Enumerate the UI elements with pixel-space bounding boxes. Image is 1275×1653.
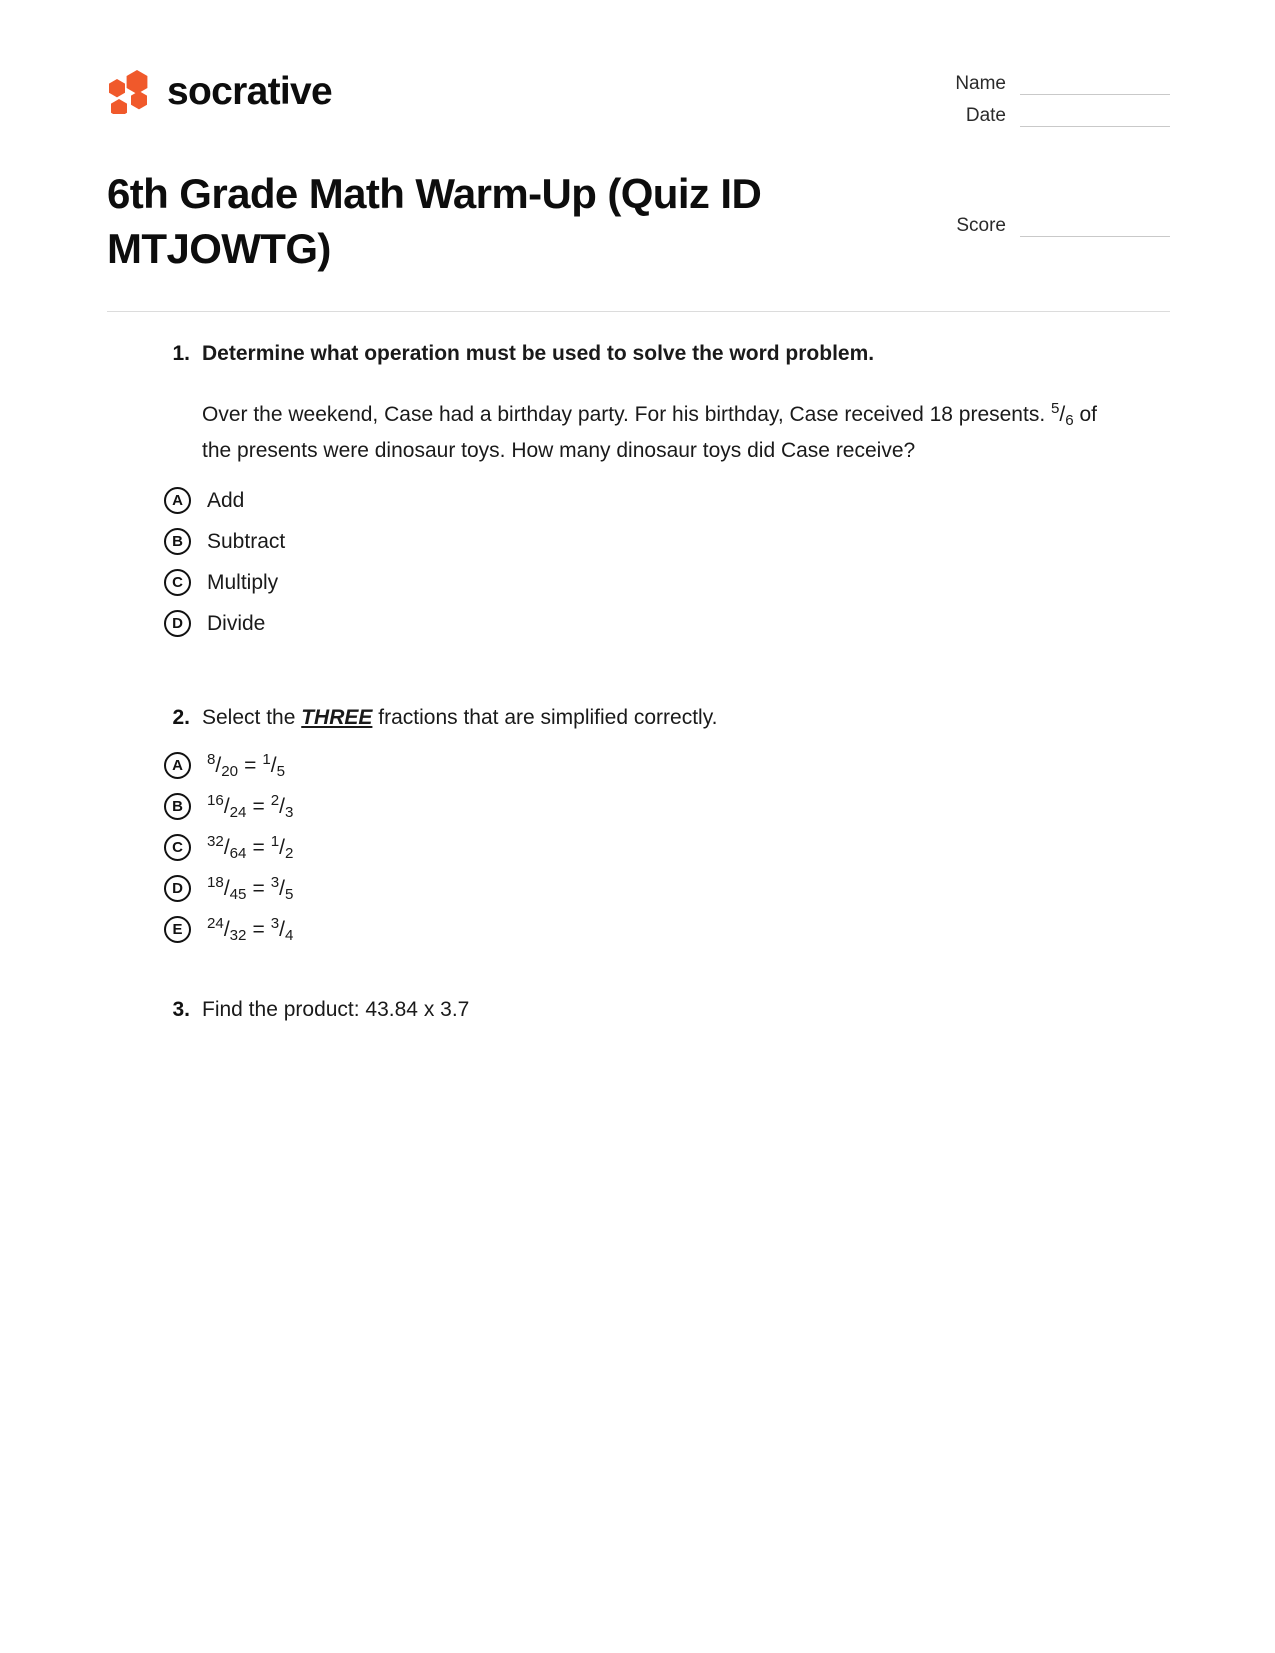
equals-sign: = — [252, 917, 265, 941]
question-1-options — [107, 480, 1170, 644]
socrative-hexagons-icon — [107, 68, 153, 114]
option-bubble[interactable]: C — [164, 569, 191, 596]
option-2b[interactable] — [107, 786, 1170, 827]
question-spacer — [107, 950, 1170, 994]
left-numerator: 32 — [207, 832, 224, 850]
fraction-slash: / — [223, 794, 230, 818]
question-3 — [107, 994, 1170, 1026]
right-numerator: 1 — [270, 832, 280, 850]
fraction-numerator: 5 — [1051, 400, 1060, 418]
option-bubble[interactable]: B — [164, 528, 191, 555]
left-denominator: 45 — [229, 885, 247, 903]
option-bubble[interactable]: B — [164, 793, 191, 820]
question-1-body-fraction — [1051, 400, 1074, 430]
option-bubble[interactable]: D — [164, 610, 191, 637]
option-label: Divide — [207, 611, 266, 635]
fraction-slash: / — [223, 917, 230, 941]
option-bubble[interactable]: A — [164, 752, 191, 779]
date-label: Date — [965, 105, 1006, 127]
score-input-line[interactable] — [1020, 216, 1170, 237]
brand-name: socrative — [167, 69, 332, 113]
left-denominator: 64 — [229, 844, 247, 862]
question-3-prompt: Find the product: 43.84 x 3.7 — [202, 998, 470, 1022]
right-numerator: 2 — [270, 791, 280, 809]
fraction-slash: / — [223, 835, 230, 859]
equals-sign: = — [252, 835, 265, 859]
option-label: Subtract — [207, 529, 286, 553]
name-input-line[interactable] — [1020, 74, 1170, 95]
question-1-prompt: Determine what operation must be used to solve the word problem. — [202, 341, 875, 365]
fraction-slash: / — [279, 876, 285, 900]
fraction-denominator: 6 — [1065, 412, 1074, 430]
question-1-body-before: Over the weekend, Case had a birthday party. For his birthday, Case received 18 presents. — [202, 403, 1051, 427]
fraction-slash: / — [270, 753, 277, 777]
fraction-slash: / — [279, 835, 285, 859]
option-bubble[interactable]: C — [164, 834, 191, 861]
left-denominator: 32 — [229, 926, 247, 944]
name-field-row — [925, 74, 1170, 95]
name-label: Name — [955, 73, 1006, 95]
question-2-prompt-before: Select the — [202, 705, 302, 729]
brand-logo — [107, 68, 332, 114]
question-2-prompt-emphasis: THREE — [301, 705, 373, 729]
right-denominator: 4 — [284, 926, 294, 944]
left-numerator: 8 — [207, 750, 216, 768]
questions-list — [0, 338, 1275, 1026]
question-1-body-after: of the presents were dinosaur toys. How many dinosaur toys did Case receive? — [202, 403, 1098, 462]
right-denominator: 3 — [284, 803, 294, 821]
question-2-number: 2. — [172, 705, 190, 729]
equals-sign: = — [252, 794, 265, 818]
question-1-body — [202, 397, 1102, 468]
question-2 — [107, 702, 1170, 951]
right-denominator: 2 — [284, 844, 294, 862]
option-label: Add — [207, 488, 245, 512]
option-2e[interactable] — [107, 909, 1170, 950]
option-1a[interactable] — [107, 480, 1170, 521]
fraction-slash: / — [279, 917, 285, 941]
score-field-row — [925, 216, 1170, 237]
right-numerator: 1 — [262, 750, 271, 768]
right-denominator: 5 — [276, 762, 285, 780]
question-2-options — [107, 745, 1170, 950]
right-numerator: 3 — [270, 873, 280, 891]
fraction-slash: / — [279, 794, 285, 818]
option-bubble[interactable]: A — [164, 487, 191, 514]
question-1-head — [107, 338, 1170, 370]
option-2a[interactable] — [107, 745, 1170, 786]
question-2-prompt-after: fractions that are simplified correctly. — [372, 705, 718, 729]
question-2-head — [107, 702, 1170, 734]
question-1 — [107, 338, 1170, 644]
title-block — [0, 166, 1275, 277]
page-header — [0, 0, 1275, 138]
option-2d[interactable] — [107, 868, 1170, 909]
option-bubble[interactable]: D — [164, 875, 191, 902]
left-numerator: 18 — [207, 873, 224, 891]
left-numerator: 16 — [207, 791, 224, 809]
page-title: 6th Grade Math Warm-Up (Quiz ID MTJOWTG) — [107, 170, 762, 273]
right-denominator: 5 — [284, 885, 294, 903]
option-label: Multiply — [207, 570, 279, 594]
left-denominator: 20 — [221, 762, 239, 780]
right-numerator: 3 — [270, 914, 280, 932]
option-label — [207, 833, 293, 863]
date-input-line[interactable] — [1020, 106, 1170, 127]
option-label — [207, 915, 293, 945]
option-1c[interactable] — [107, 562, 1170, 603]
student-fields — [925, 74, 1170, 138]
equals-sign: = — [252, 876, 265, 900]
left-denominator: 24 — [229, 803, 247, 821]
question-spacer — [107, 644, 1170, 702]
equals-sign: = — [244, 753, 257, 777]
left-numerator: 24 — [207, 914, 224, 932]
option-label — [207, 751, 285, 781]
question-1-number: 1. — [172, 341, 190, 365]
question-3-head — [107, 994, 1170, 1026]
header-divider — [107, 311, 1170, 312]
date-field-row — [925, 106, 1170, 127]
option-1d[interactable] — [107, 603, 1170, 644]
option-2c[interactable] — [107, 827, 1170, 868]
fraction-slash: / — [223, 876, 230, 900]
score-label: Score — [956, 215, 1006, 237]
option-label — [207, 792, 293, 822]
option-bubble[interactable]: E — [164, 916, 191, 943]
fraction-slash: / — [215, 753, 222, 777]
option-label — [207, 874, 293, 904]
option-1b[interactable] — [107, 521, 1170, 562]
question-3-number: 3. — [172, 998, 190, 1022]
fraction-slash: / — [1059, 403, 1066, 427]
question-2-prompt — [202, 702, 1170, 734]
